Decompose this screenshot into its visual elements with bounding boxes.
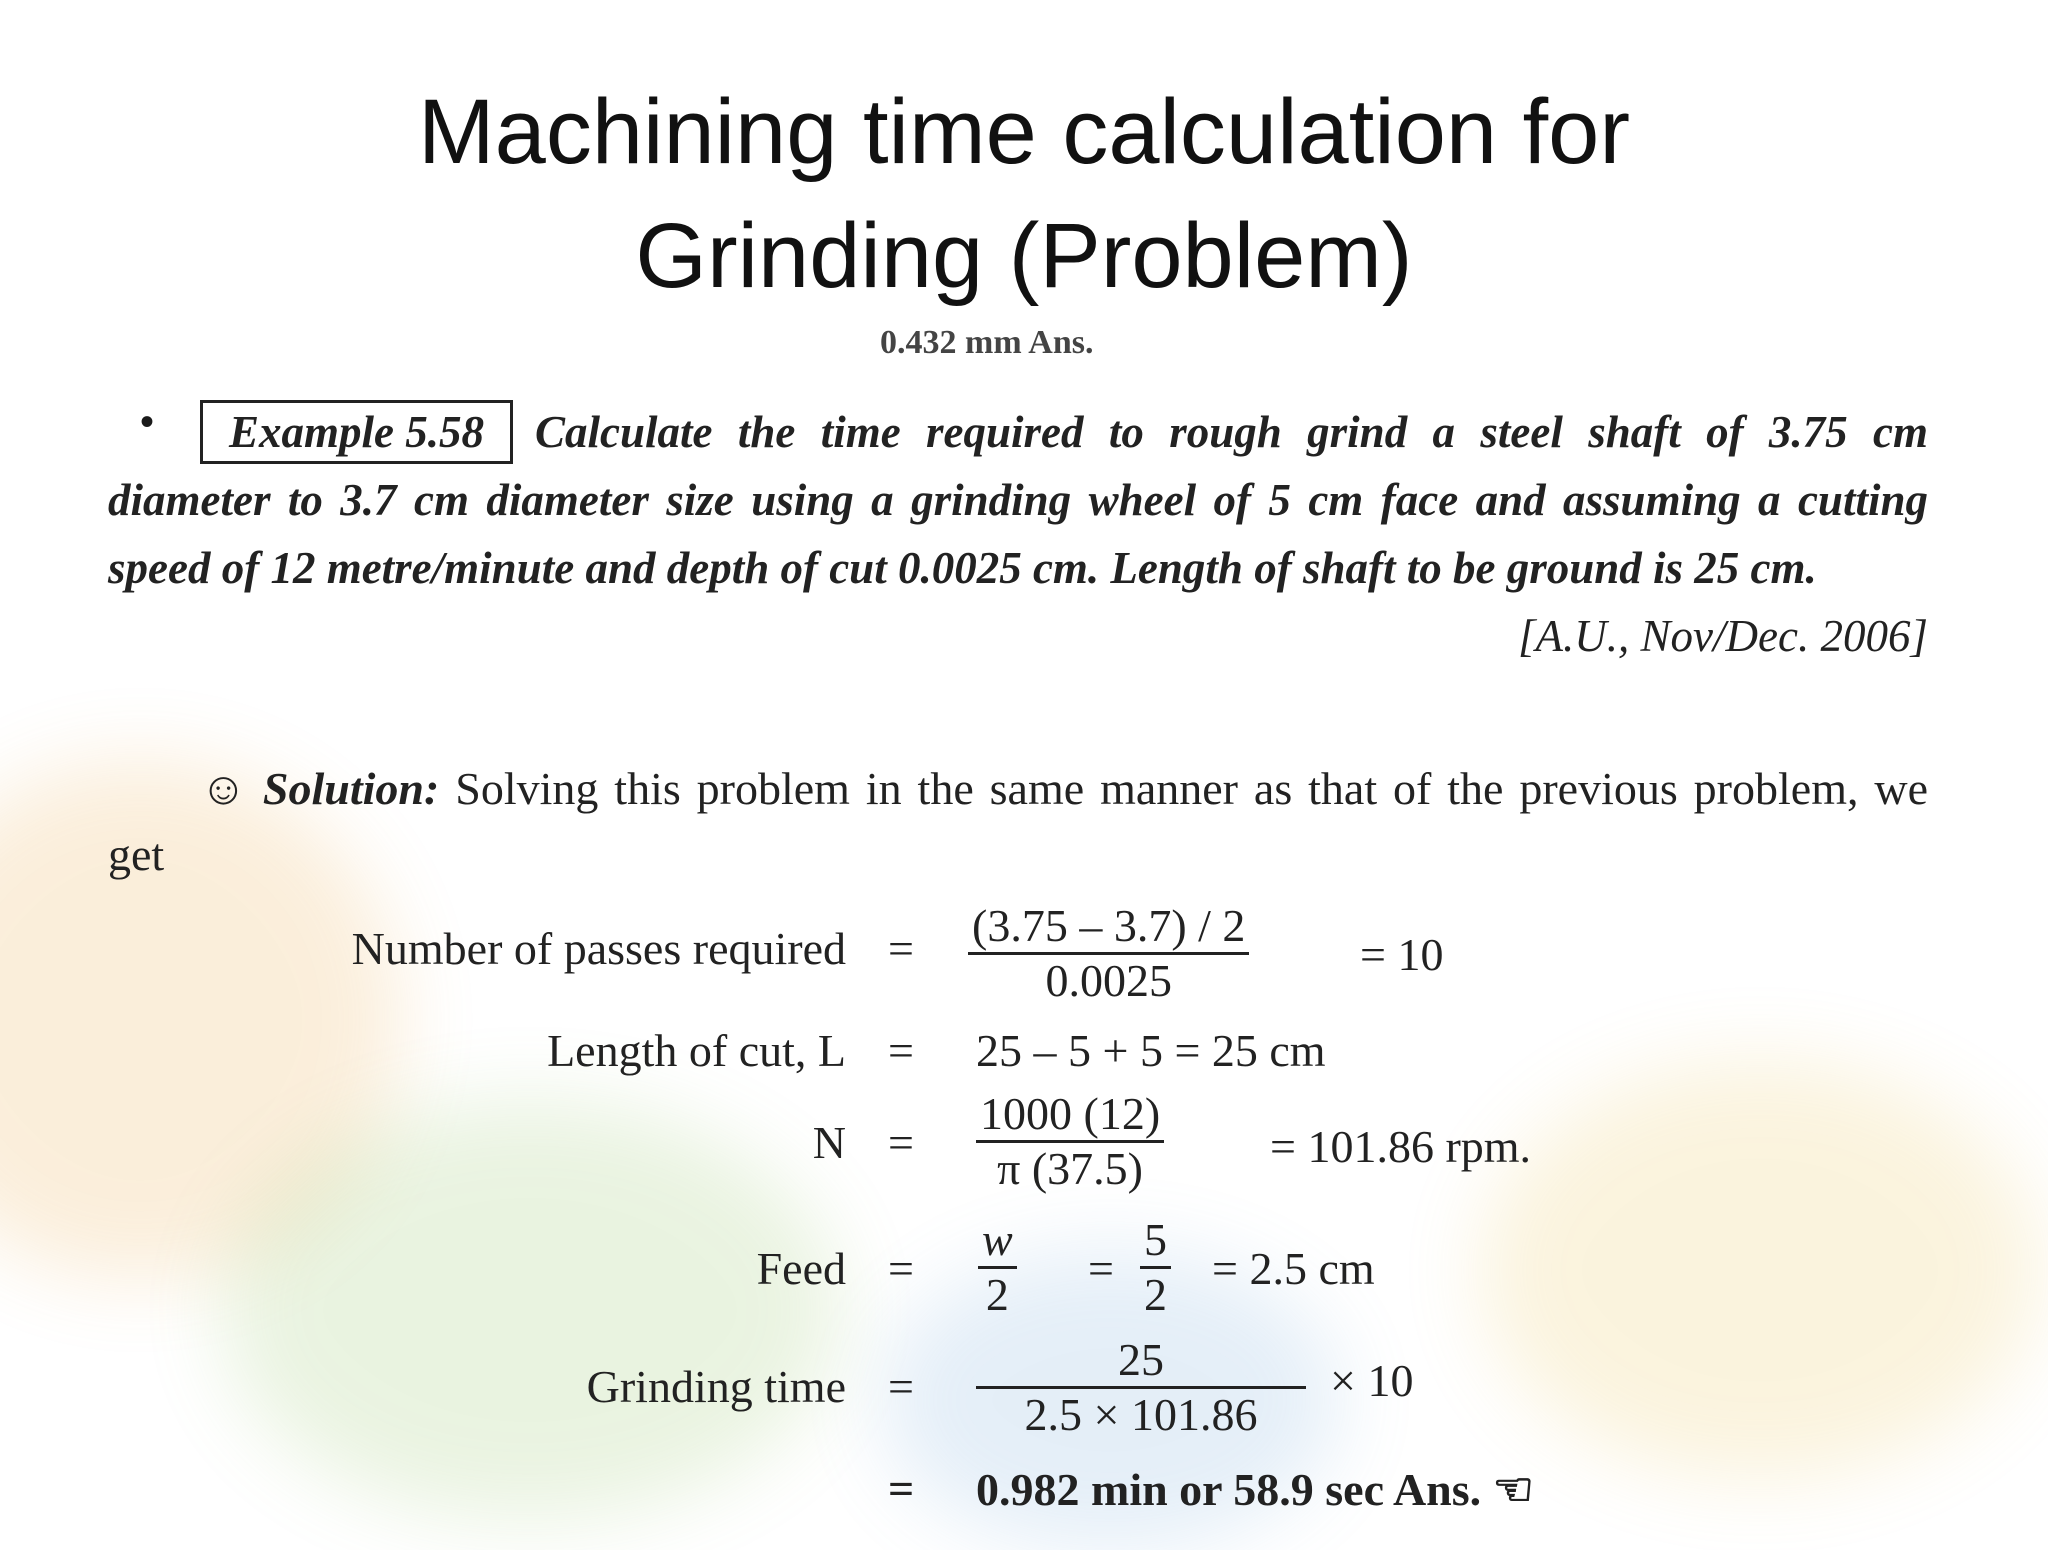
equals-sign: = <box>888 1361 914 1412</box>
equation-lhs: Feed <box>756 1243 846 1294</box>
fraction-denominator: 2.5 × 101.86 <box>1024 1389 1258 1440</box>
equation-lhs: Length of cut, L <box>547 1025 846 1076</box>
equals-sign: = <box>888 923 914 974</box>
fraction <box>968 900 1249 1007</box>
equation-passes <box>0 900 2048 1010</box>
slide-title <box>0 70 2048 318</box>
fraction-denominator: π (37.5) <box>997 1143 1143 1194</box>
equation-grinding-time <box>0 1334 2048 1444</box>
equation-result: = 2.5 cm <box>1212 1243 1375 1294</box>
fraction-numerator: (3.75 – 3.7) / 2 <box>968 900 1249 955</box>
equation-lhs: Grinding time <box>586 1361 846 1412</box>
equation-feed <box>0 1214 2048 1324</box>
fraction-numerator: 25 <box>976 1334 1306 1389</box>
equation-rhs: 25 – 5 + 5 = 25 cm <box>976 1025 1326 1076</box>
equation-lhs: Number of passes required <box>351 923 846 974</box>
citation: [A.U., Nov/Dec. 2006] <box>1518 611 1928 661</box>
fraction-numerator: 1000 (12) <box>976 1088 1164 1143</box>
equation-result: = 101.86 rpm. <box>1270 1121 1532 1172</box>
equals-sign: = <box>888 1117 914 1168</box>
example-label-box: Example 5.58 <box>200 400 513 464</box>
fraction-denominator: 0.0025 <box>1045 955 1172 1006</box>
problem-text: Calculate the time required to rough grind a steel shaft of 3.75 cm diameter to 3.7 cm diameter size using a grinding wheel of 5 cm face and assuming a cutting speed of 12 metre/minute and depth of cut 0.0025 cm. Length of shaft to be ground is 25 cm. <box>108 407 1928 593</box>
smiley-icon: ☺ <box>200 763 247 814</box>
fraction <box>1140 1214 1171 1321</box>
equation-result: × 10 <box>1330 1355 1414 1406</box>
fraction-numerator: w <box>978 1214 1017 1269</box>
equals-sign: = <box>888 1463 915 1514</box>
equation-result: = 10 <box>1360 929 1444 980</box>
bullet-marker: • <box>140 399 155 444</box>
equals-sign: = <box>888 1025 914 1076</box>
slide-title-line1: Machining time calculation for <box>418 81 1630 183</box>
equals-sign: = <box>1088 1243 1114 1294</box>
solution-text: Solving this problem in the same manner as that of the previous problem, we get <box>108 763 1929 880</box>
cut-off-previous-answer: 0.432 mm Ans. <box>880 328 1094 361</box>
equation-spindle-speed <box>0 1088 2048 1198</box>
equals-sign: = <box>888 1243 914 1294</box>
equation-final-answer <box>0 1462 2048 1522</box>
final-answer: 0.982 min or 58.9 sec Ans. ☜ <box>976 1464 1534 1515</box>
solution-label-text: Solution: <box>262 763 440 814</box>
equation-lhs: N <box>812 1117 846 1168</box>
problem-statement <box>108 398 1928 670</box>
fraction <box>978 1214 1017 1321</box>
fraction-numerator: 5 <box>1140 1214 1171 1269</box>
fraction <box>976 1088 1164 1195</box>
slide-title-line2: Grinding (Problem) <box>635 205 1413 307</box>
fraction <box>976 1334 1306 1441</box>
solution-intro <box>108 756 1928 888</box>
equation-length-of-cut <box>0 1024 2048 1084</box>
fraction-denominator: 2 <box>985 1269 1009 1320</box>
fraction-denominator: 2 <box>1144 1269 1167 1320</box>
solution-label <box>200 763 439 814</box>
